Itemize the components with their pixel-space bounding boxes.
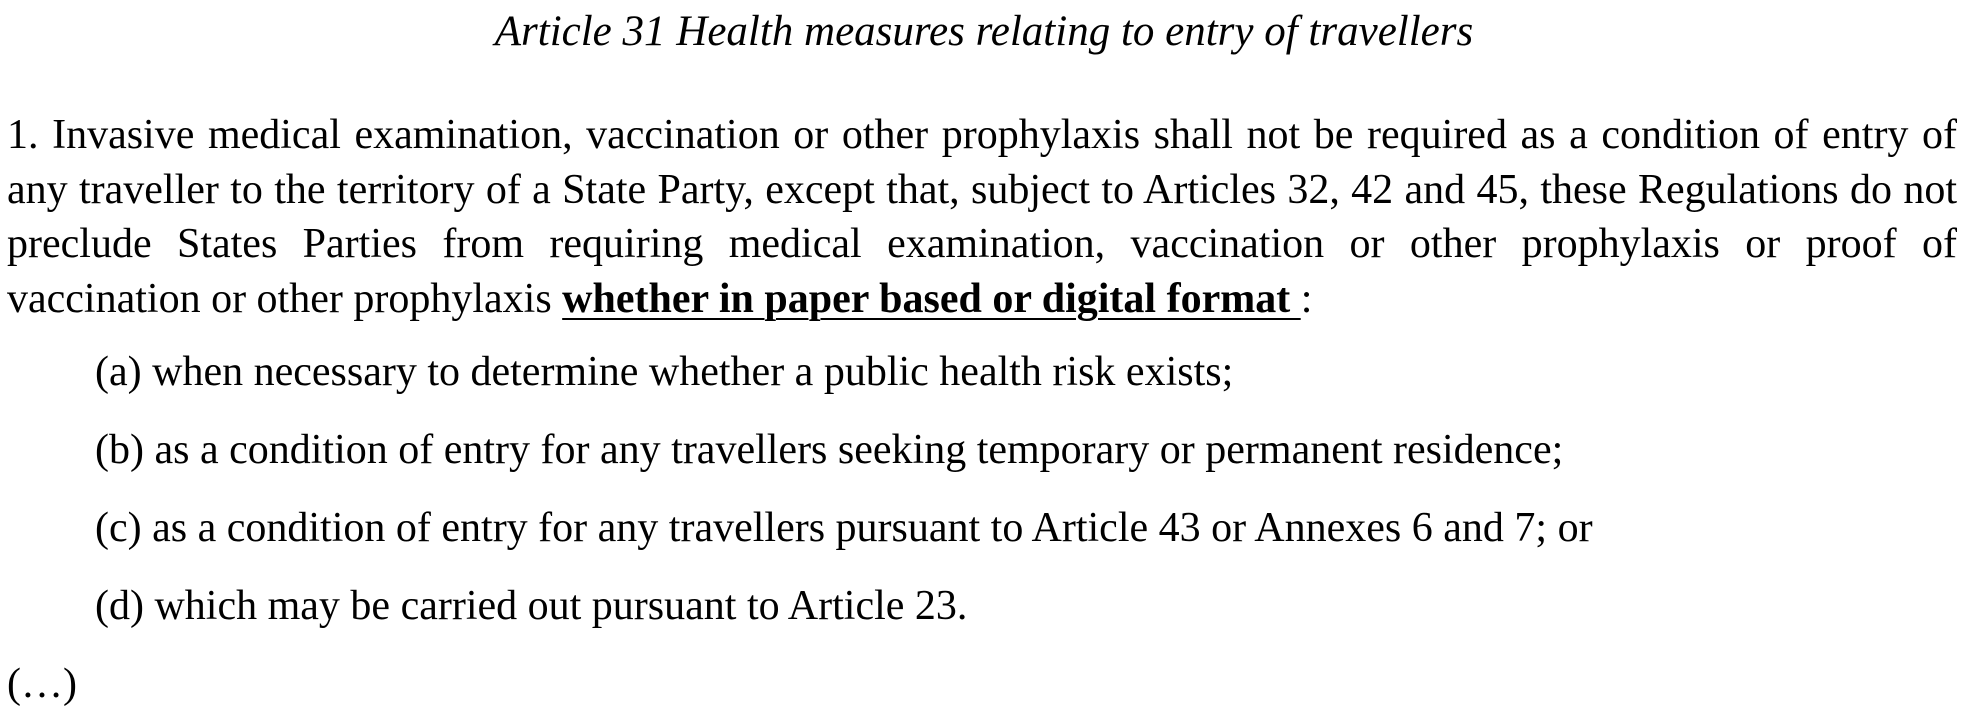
list-item-d: (d) which may be carried out pursuant to Article 23. bbox=[95, 583, 968, 629]
list-item-a: (a) when necessary to determine whether a public health risk exists; bbox=[95, 349, 1234, 395]
list-item-c: (c) as a condition of entry for any travellers pursuant to Article 43 or Annexes 6 and 7; or bbox=[95, 505, 1593, 551]
ellipsis: (…) bbox=[7, 661, 77, 707]
paragraph-1 bbox=[7, 108, 1957, 326]
paragraph-1-text: 1. Invasive medical examination, vaccination or other prophylaxis shall not be required as a condition of entry of any traveller to the territory of a State Party, except that, subject to Articles 32, 42 and 45, these Regulations do not preclude States Parties from requiring medical examination, vaccination or other prophylaxis or proof of vaccination or other prophylaxis bbox=[7, 112, 1957, 322]
article-title: Article 31 Health measures relating to entry of travellers bbox=[494, 8, 1474, 55]
paragraph-1-tail: : bbox=[1300, 275, 1313, 322]
list-item-b: (b) as a condition of entry for any travellers seeking temporary or permanent residence; bbox=[95, 427, 1564, 473]
paragraph-1-emphasis: whether in paper based or digital format bbox=[562, 275, 1301, 322]
